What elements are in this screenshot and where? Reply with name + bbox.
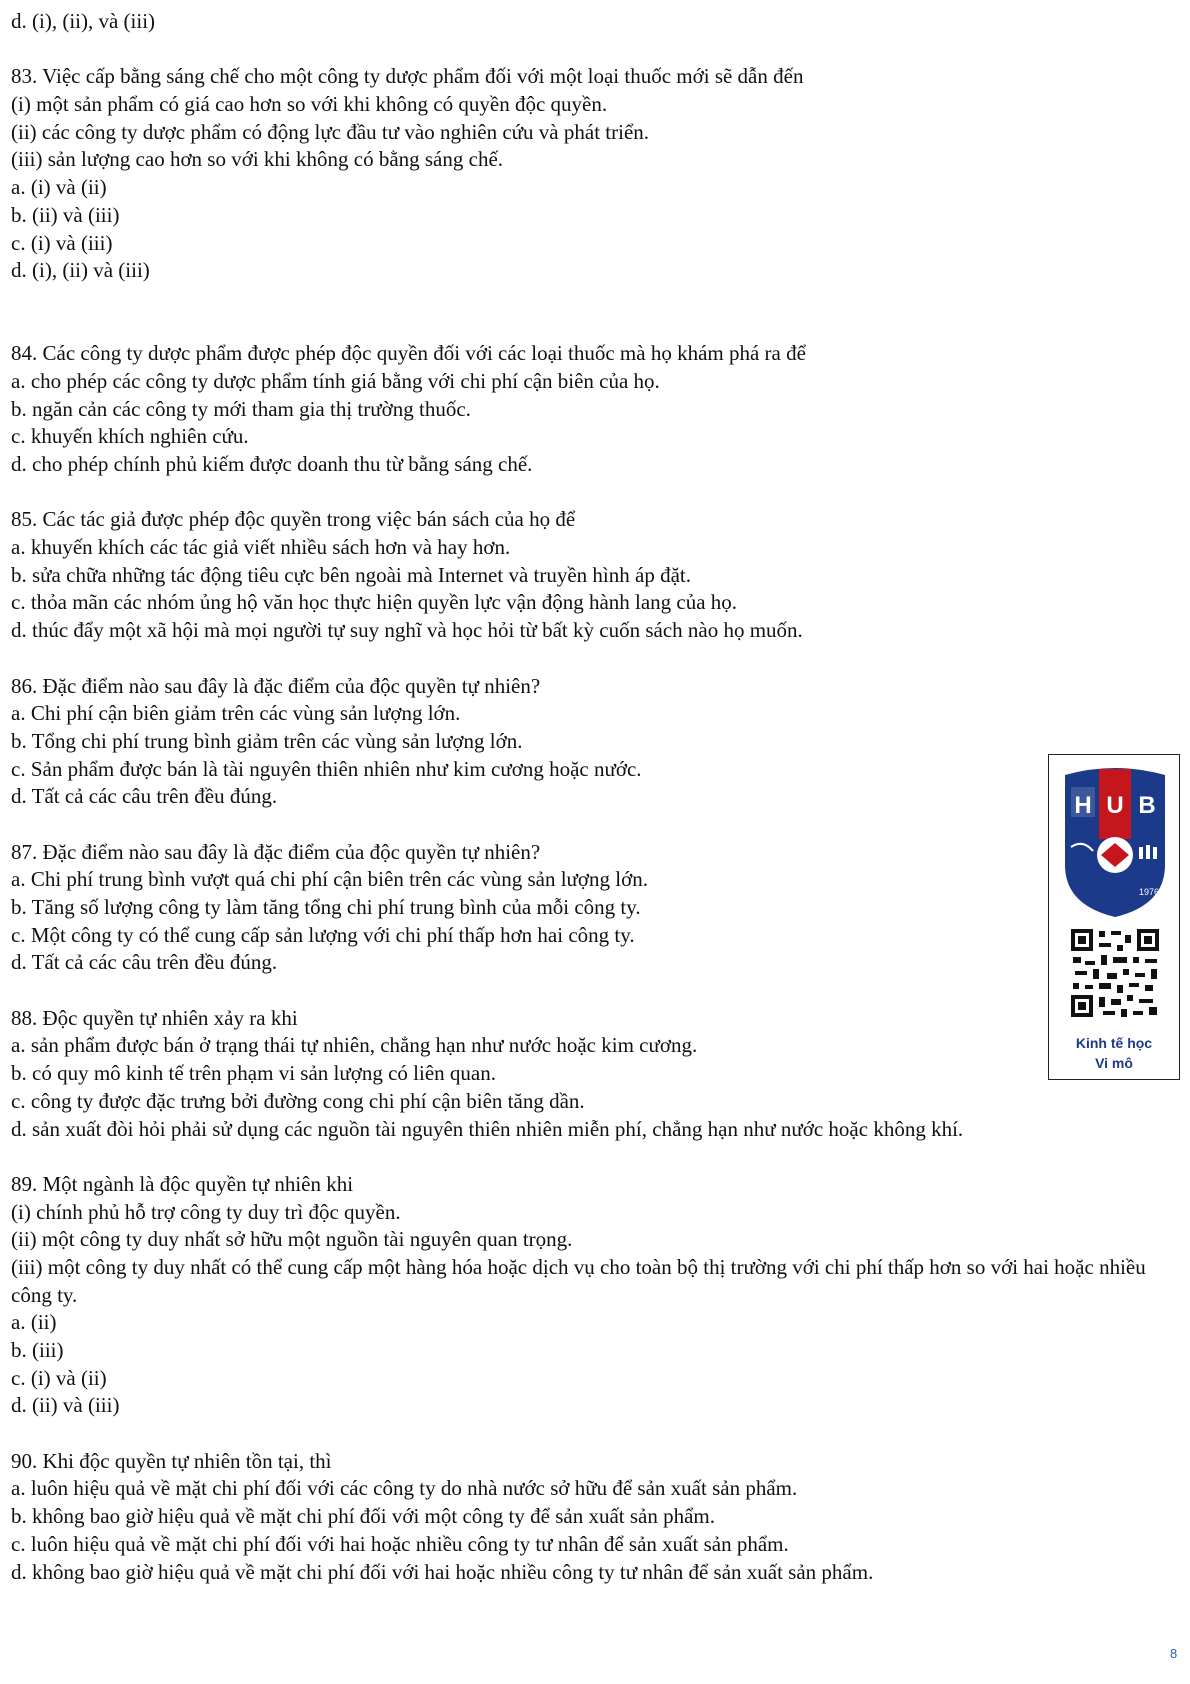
- option-c: c. Một công ty có thể cung cấp sản lượng với chi phí thấp hơn hai công ty.: [11, 922, 635, 947]
- logo-caption-line2: Vi mô: [1095, 1055, 1133, 1071]
- option-b: b. Tăng số lượng công ty làm tăng tổng chi phí trung bình của mỗi công ty.: [11, 895, 641, 920]
- question-86: [11, 673, 1181, 811]
- option-b: b. (iii): [11, 1338, 64, 1363]
- question-text: 87. Đặc điểm nào sau đây là đặc điểm của độc quyền tự nhiên?: [11, 839, 541, 864]
- option-c: c. Sản phẩm được bán là tài nguyên thiên nhiên như kim cương hoặc nước.: [11, 756, 642, 781]
- question-text: 83. Việc cấp bằng sáng chế cho một công ty dược phẩm đối với một loại thuốc mới sẽ dẫn đến: [11, 64, 804, 89]
- question-87: [11, 839, 1181, 977]
- question-83: [11, 63, 1181, 285]
- qr-code-icon: [1069, 927, 1161, 1019]
- option-a: a. Chi phí trung bình vượt quá chi phí cận biên trên các vùng sản lượng lớn.: [11, 867, 648, 892]
- question-84: [11, 340, 1181, 478]
- logo-letter-u: U: [1106, 792, 1124, 819]
- question-90: [11, 1448, 1181, 1586]
- option-a: a. khuyến khích các tác giả viết nhiều sách hơn và hay hơn.: [11, 535, 511, 560]
- option-a: a. luôn hiệu quả về mặt chi phí đối với các công ty do nhà nước sở hữu để sản xuất sản phẩm.: [11, 1476, 798, 1501]
- option-c: c. (i) và (iii): [11, 230, 113, 255]
- option-c: c. công ty được đặc trưng bởi đường cong chi phí cận biên tăng dần.: [11, 1088, 585, 1113]
- logo-letter-b: B: [1138, 792, 1156, 819]
- option-b: b. (ii) và (iii): [11, 202, 120, 227]
- option-b: b. ngăn cản các công ty mới tham gia thị trường thuốc.: [11, 396, 471, 421]
- option-b: b. sửa chữa những tác động tiêu cực bên ngoài mà Internet và truyền hình áp đặt.: [11, 562, 691, 587]
- option-c: c. thỏa mãn các nhóm ủng hộ văn học thực hiện quyền lực vận động hành lang của họ.: [11, 590, 738, 615]
- option-d: d. (i), (ii) và (iii): [11, 258, 150, 283]
- logo-caption-line1: Kinh tế học: [1075, 1035, 1153, 1051]
- option-d: d. sản xuất đòi hỏi phải sử dụng các nguồn tài nguyên thiên nhiên miễn phí, chẳng hạn như nước hoặc không khí.: [11, 1116, 964, 1141]
- option-d: d. Tất cả các câu trên đều đúng.: [11, 784, 278, 809]
- option-a: a. (i) và (ii): [11, 175, 107, 200]
- question-text: 88. Độc quyền tự nhiên xảy ra khi: [11, 1005, 298, 1030]
- option-a: a. Chi phí cận biên giảm trên các vùng sản lượng lớn.: [11, 701, 461, 726]
- question-text: 90. Khi độc quyền tự nhiên tồn tại, thì: [11, 1448, 332, 1473]
- option-d: d. cho phép chính phủ kiếm được doanh thu từ bằng sáng chế.: [11, 452, 533, 477]
- logo-letter-h: H: [1074, 792, 1092, 819]
- statement: (i) chính phủ hỗ trợ công ty duy trì độc quyền.: [11, 1199, 401, 1224]
- hub-logo-box: [1048, 754, 1180, 1080]
- page-number: 8: [1170, 1646, 1178, 1661]
- option-d: d. không bao giờ hiệu quả về mặt chi phí đối với hai hoặc nhiều công ty tư nhân để sản xuất sản phẩm.: [11, 1559, 874, 1584]
- option-a: a. cho phép các công ty dược phẩm tính giá bằng với chi phí cận biên của họ.: [11, 368, 660, 393]
- statement: (ii) các công ty dược phẩm có động lực đầu tư vào nghiên cứu và phát triển.: [11, 119, 650, 144]
- logo-year: 1976: [1138, 887, 1160, 897]
- question-text: 85. Các tác giả được phép độc quyền trong việc bán sách của họ để: [11, 507, 576, 532]
- statement: (i) một sản phẩm có giá cao hơn so với khi không có quyền độc quyền.: [11, 92, 608, 117]
- option-d: d. thúc đẩy một xã hội mà mọi người tự suy nghĩ và học hỏi từ bất kỳ cuốn sách nào họ muốn.: [11, 618, 803, 643]
- option-a: a. sản phẩm được bán ở trạng thái tự nhiên, chẳng hạn như nước hoặc kim cương.: [11, 1033, 698, 1058]
- question-text: 86. Đặc điểm nào sau đây là đặc điểm của độc quyền tự nhiên?: [11, 673, 541, 698]
- option-c: c. luôn hiệu quả về mặt chi phí đối với hai hoặc nhiều công ty tư nhân để sản xuất sản phẩm.: [11, 1531, 789, 1556]
- question-89: [11, 1171, 1181, 1420]
- question-text: 89. Một ngành là độc quyền tự nhiên khi: [11, 1171, 354, 1196]
- document-body: [11, 8, 1181, 1586]
- option-d: d. Tất cả các câu trên đều đúng.: [11, 950, 278, 975]
- option-c: c. khuyến khích nghiên cứu.: [11, 424, 249, 449]
- hub-shield-logo: [1049, 755, 1181, 1081]
- option-b: b. không bao giờ hiệu quả về mặt chi phí đối với một công ty để sản xuất sản phẩm.: [11, 1504, 716, 1529]
- statement: (iii) một công ty duy nhất có thể cung cấp một hàng hóa hoặc dịch vụ cho toàn bộ thị trường với chi phí thấp hơn so với hai hoặc nhiều công ty.: [11, 1254, 1146, 1307]
- question-85: [11, 506, 1181, 644]
- question-88: [11, 1005, 1181, 1143]
- option-b: b. có quy mô kinh tế trên phạm vi sản lượng có liên quan.: [11, 1061, 496, 1086]
- option-b: b. Tổng chi phí trung bình giảm trên các vùng sản lượng lớn.: [11, 728, 523, 753]
- option-c: c. (i) và (ii): [11, 1365, 107, 1390]
- statement: (ii) một công ty duy nhất sở hữu một nguồn tài nguyên quan trọng.: [11, 1227, 573, 1252]
- prev-option-d: d. (i), (ii), và (iii): [11, 9, 156, 33]
- statement: (iii) sản lượng cao hơn so với khi không có bằng sáng chế.: [11, 147, 504, 172]
- question-text: 84. Các công ty dược phẩm được phép độc quyền đối với các loại thuốc mà họ khám phá ra để: [11, 341, 806, 366]
- option-a: a. (ii): [11, 1310, 57, 1335]
- option-d: d. (ii) và (iii): [11, 1393, 120, 1418]
